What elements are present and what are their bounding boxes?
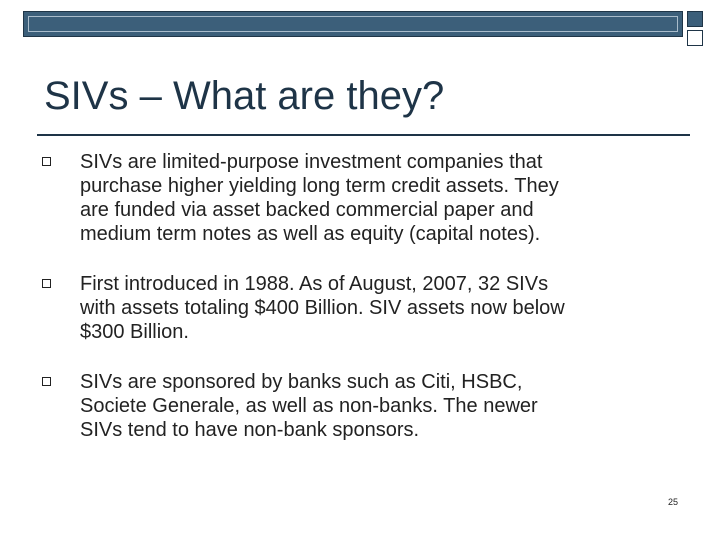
bullet-text: SIVs are sponsored by banks such as Citi, HSBC, Societe Generale, as well as non-banks. The newer SIVs tend to have non-bank sponsors. [80, 371, 538, 441]
slide-title: SIVs – What are they? [44, 74, 445, 118]
hollow-square-bullet-icon [42, 377, 51, 386]
bullet-text: SIVs are limited-purpose investment companies that purchase higher yielding long term credit assets. They are funded via asset backed commercial paper and medium term notes as well as equity (capital notes). [80, 151, 559, 245]
bullet-text: First introduced in 1988. As of August, 2007, 32 SIVs with assets totaling $400 Billion. SIV assets now below $300 Billion. [80, 273, 565, 343]
page-number: 25 [667, 497, 678, 507]
hollow-square-bullet-icon [42, 157, 51, 166]
hollow-square-bullet-icon [42, 279, 51, 288]
